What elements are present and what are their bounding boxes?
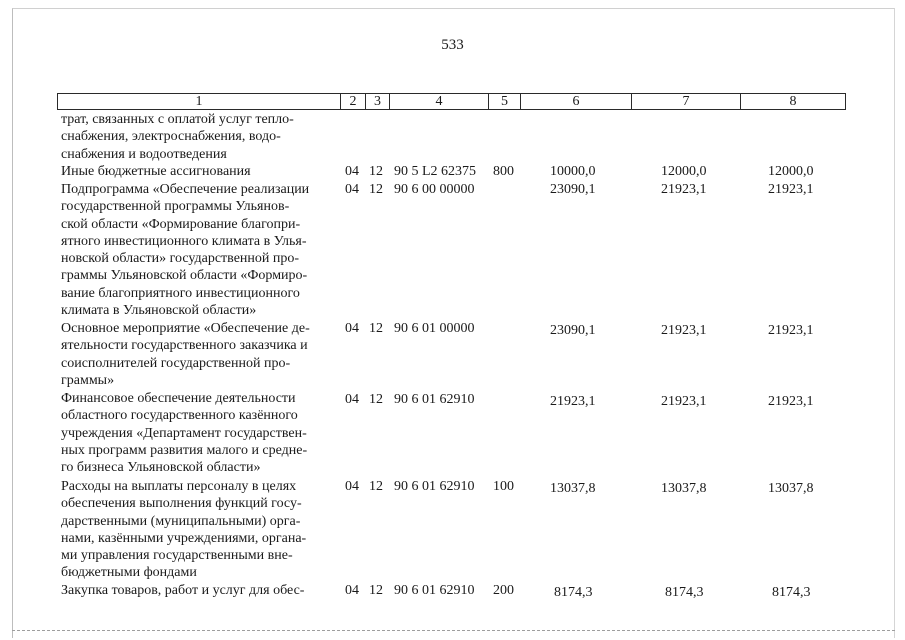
header-col-3: 3 [365,93,390,110]
cell-amount-6: 13037,8 [550,481,596,496]
table-row-description: Финансовое обеспечение деятельности областного государственного казённого учреждения «Департамент государствен- ных программ развития малого и средне- го бизнеса Ульяновской области» [61,391,308,476]
table-row-description: Основное мероприятие «Обеспечение де- ятельности государственного заказчика и соисполнителей государственной про- граммы» [61,321,310,388]
table-row-description: Подпрограмма «Обеспечение реализации государственной программы Ульянов- ской области «Формирование благопри- ятного инвестиционного климата в Улья- новской области» государственной про- граммы Ульяновской области «Формиро- вание благоприятного инвестиционного климата в Ульяновской области» [61,182,310,319]
cell-subsection: 12 [369,583,383,598]
cell-amount-7: 12000,0 [661,164,707,179]
cell-amount-8: 21923,1 [768,323,814,338]
table-row-description: Закупка товаров, работ и услуг для обес- [61,583,305,598]
cell-amount-8: 8174,3 [772,585,811,600]
cell-amount-8: 21923,1 [768,394,814,409]
cell-section: 04 [345,182,359,197]
cell-subsection: 12 [369,392,383,407]
cell-target-code: 90 6 01 62910 [394,583,475,598]
cell-expense-type: 800 [493,164,514,179]
cell-expense-type: 200 [493,583,514,598]
header-col-5: 5 [488,93,521,110]
cell-target-code: 90 6 01 00000 [394,321,475,336]
header-col-6: 6 [520,93,632,110]
cell-amount-7: 8174,3 [665,585,704,600]
cell-amount-7: 21923,1 [661,394,707,409]
cell-subsection: 12 [369,164,383,179]
header-col-7: 7 [631,93,741,110]
header-col-2: 2 [340,93,366,110]
cell-amount-7: 21923,1 [661,182,707,197]
cell-section: 04 [345,321,359,336]
cell-target-code: 90 6 01 62910 [394,479,475,494]
table-row-description: трат, связанных с оплатой услуг тепло- снабжения, электроснабжения, водо- снабжения и водоотведения [61,112,294,162]
cell-section: 04 [345,392,359,407]
header-col-4: 4 [389,93,489,110]
cell-section: 04 [345,164,359,179]
cell-amount-8: 21923,1 [768,182,814,197]
cell-amount-8: 13037,8 [768,481,814,496]
cell-subsection: 12 [369,182,383,197]
cell-amount-6: 8174,3 [554,585,593,600]
cell-amount-7: 21923,1 [661,323,707,338]
cell-subsection: 12 [369,479,383,494]
page-number: 533 [441,37,464,53]
cell-target-code: 90 6 01 62910 [394,392,475,407]
cell-subsection: 12 [369,321,383,336]
header-col-8: 8 [740,93,846,110]
scan-bottom-edge [12,630,895,632]
cell-section: 04 [345,479,359,494]
cell-expense-type: 100 [493,479,514,494]
cell-target-code: 90 6 00 00000 [394,182,475,197]
cell-amount-7: 13037,8 [661,481,707,496]
cell-amount-8: 12000,0 [768,164,814,179]
cell-amount-6: 23090,1 [550,323,596,338]
cell-target-code: 90 5 L2 62375 [394,164,477,179]
cell-section: 04 [345,583,359,598]
header-col-1: 1 [57,93,341,110]
cell-amount-6: 23090,1 [550,182,596,197]
table-row-description: Расходы на выплаты персоналу в целях обеспечения выполнения функций госу- дарственными (муниципальными) орга- нами, казёнными учреждениями, органа- ми управления государственными вне- бюджетными фондами [61,479,307,581]
cell-amount-6: 21923,1 [550,394,596,409]
cell-amount-6: 10000,0 [550,164,596,179]
table-row-description: Иные бюджетные ассигнования [61,164,251,179]
